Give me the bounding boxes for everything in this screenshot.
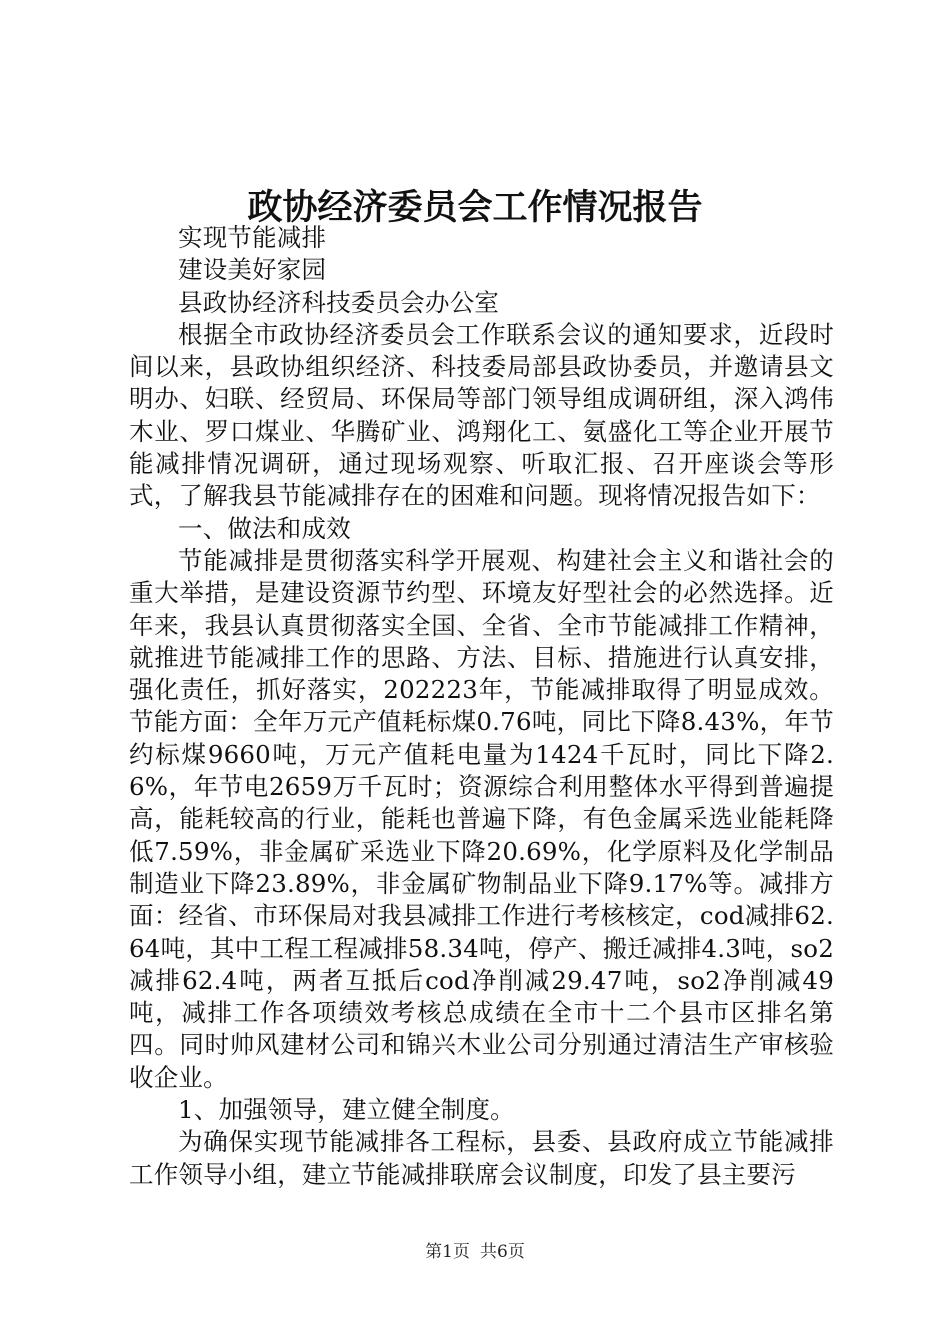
subtitle-line-1: 实现节能减排 [178, 223, 327, 252]
page-footer [0, 1240, 950, 1264]
subtitle-line-2: 建设美好家园 [178, 255, 327, 285]
document-title: 政协经济委员会工作情况报告 [247, 187, 703, 228]
leadership-paragraph: 为确保实现节能减排各工程标，县委、县政府成立节能减排工作领导小组，建立节能减排联席会议制度，印发了县主要污 [129, 1127, 834, 1189]
author-line: 县政协经济科技委员会办公室 [178, 287, 500, 317]
results-paragraph: 节能减排是贯彻落实科学开展观、构建社会主义和谐社会的重大举措，是建设资源节约型、环境友好型社会的必然选择。近年来，我县认真贯彻落实全国、全省、全市节能减排工作精神，就推进节能减排工作的思路、方法、目标、措施进行认真安排，强化责任，抓好落实，202223年，节能减排取得了明显成效。节能方面：全年万元产值耗标煤0.76吨，同比下降8.43%，年节约标煤9660吨，万元产值耗电量为1424千瓦时，同比下降2.6%，年节电2659万千瓦时；资源综合利用整体水平得到普遍提高，能耗较高的行业，能耗也普遍下降，有色金属采选业能耗降低7.59%，非金属矿采选业下降20.69%，化学原料及化学制品制造业下降23.89%，非金属矿物制品业下降9.17%等。减排方面：经省、市环保局对我县减排工作进行考核核定，cod减排62.64吨，其中工程工程减排58.34吨，停产、搬迁减排4.3吨，so2减排62.4吨，两者互抵后cod净削减29.47吨，so2净削减49吨，减排工作各项绩效考核总成绩在全市十二个县市区排名第四。同时帅风建材公司和锦兴木业公司分别通过清洁生产审核验收企业。 [129, 545, 834, 1092]
document-body [129, 222, 834, 1191]
page-total: 共6页 [480, 1242, 525, 1262]
page-number: 第1页 [425, 1242, 470, 1262]
intro-paragraph: 根据全市政协经济委员会工作联系会议的通知要求，近段时间以来，县政协组织经济、科技委局部县政协委员，并邀请县文明办、妇联、经贸局、环保局等部门领导组成调研组，深入鸿伟木业、罗口煤业、华腾矿业、鸿翔化工、氨盛化工等企业开展节能减排情况调研，通过现场观察、听取汇报、召开座谈会等形式，了解我县节能减排存在的困难和问题。现将情况报告如下： [129, 319, 834, 511]
section-heading: 一、做法和成效 [178, 513, 351, 543]
subsection-heading: 1、加强领导，建立健全制度。 [178, 1095, 515, 1125]
